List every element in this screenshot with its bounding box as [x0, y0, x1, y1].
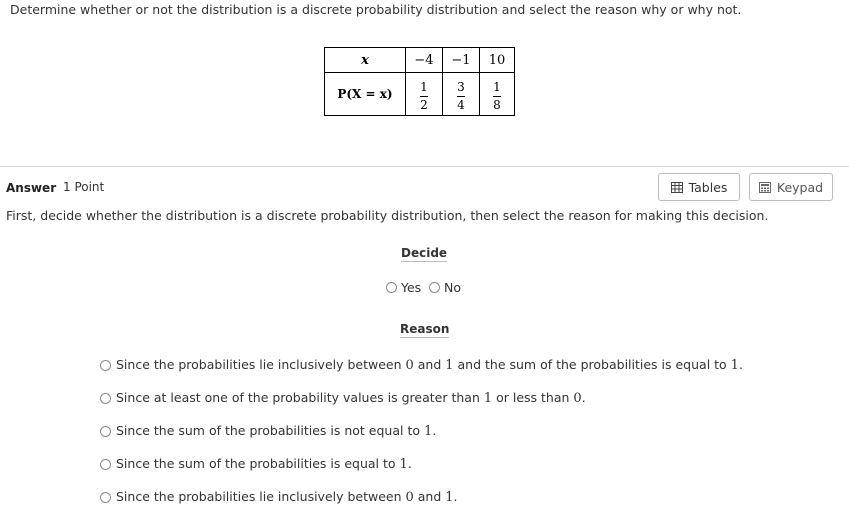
x-header: x [325, 48, 406, 73]
tables-button[interactable] [658, 173, 740, 201]
reason-radio[interactable] [100, 492, 111, 503]
reason-label: Since at least one of the probability values is greater than 1 or less than 0. [116, 390, 586, 406]
x-value-cell: −4 [406, 48, 443, 73]
reason-option[interactable] [100, 423, 436, 439]
probability-fraction [493, 81, 501, 112]
reason-radio[interactable] [100, 360, 111, 371]
reason-radio[interactable] [100, 393, 111, 404]
yes-label: Yes [401, 280, 422, 295]
keypad-button[interactable] [749, 173, 833, 201]
x-value-cell: 10 [480, 48, 515, 73]
reason-label: Since the probabilities lie inclusively between 0 and 1 and the sum of the probabilities is equal to 1. [116, 357, 743, 373]
keypad-icon [759, 182, 771, 193]
tables-button-label: Tables [688, 179, 728, 195]
reason-radio[interactable] [100, 426, 111, 437]
reason-label: Since the sum of the probabilities is equal to 1. [116, 456, 412, 472]
question-text: Determine whether or not the distribution is a discrete probability distribution and select the reason why or why not. [10, 2, 742, 17]
x-row [325, 48, 515, 73]
fraction-numerator: 1 [493, 80, 501, 94]
reason-label: Since the probabilities lie inclusively between 0 and 1. [116, 489, 458, 505]
table-icon [671, 182, 683, 193]
probability-fraction [457, 81, 465, 112]
p-header: P(X = x) [325, 73, 406, 116]
answer-label: Answer [6, 181, 57, 195]
fraction-denominator: 8 [493, 98, 501, 112]
no-label: No [444, 280, 461, 295]
fraction-bar [493, 96, 501, 97]
points-label: 1 Point [63, 180, 105, 194]
probability-row [325, 73, 515, 116]
fraction-bar [420, 96, 428, 97]
probability-cell [480, 73, 515, 116]
distribution-table [324, 47, 515, 116]
reason-option[interactable] [100, 456, 412, 472]
keypad-button-label: Keypad [776, 179, 824, 195]
fraction-denominator: 2 [420, 98, 428, 112]
fraction-bar [457, 96, 465, 97]
probability-fraction [420, 81, 428, 112]
reason-radio[interactable] [100, 459, 111, 470]
reason-option[interactable] [100, 390, 586, 406]
yes-radio[interactable] [386, 282, 397, 293]
reason-label: Since the sum of the probabilities is not equal to 1. [116, 423, 437, 439]
fraction-numerator: 3 [457, 80, 465, 94]
fraction-numerator: 1 [420, 80, 428, 94]
decide-no-option[interactable] [429, 280, 461, 295]
no-radio[interactable] [429, 282, 440, 293]
reason-heading: Reason [400, 322, 450, 336]
decide-heading: Decide [401, 246, 448, 260]
probability-cell [443, 73, 480, 116]
decide-yes-option[interactable] [386, 280, 421, 295]
section-divider [0, 166, 849, 167]
fraction-denominator: 4 [457, 98, 465, 112]
instruction-text: First, decide whether the distribution is a discrete probability distribution, then select the reason for making this decision. [6, 208, 769, 223]
reason-option[interactable] [100, 357, 743, 373]
reason-option[interactable] [100, 489, 458, 505]
probability-cell [406, 73, 443, 116]
x-value-cell: −1 [443, 48, 480, 73]
